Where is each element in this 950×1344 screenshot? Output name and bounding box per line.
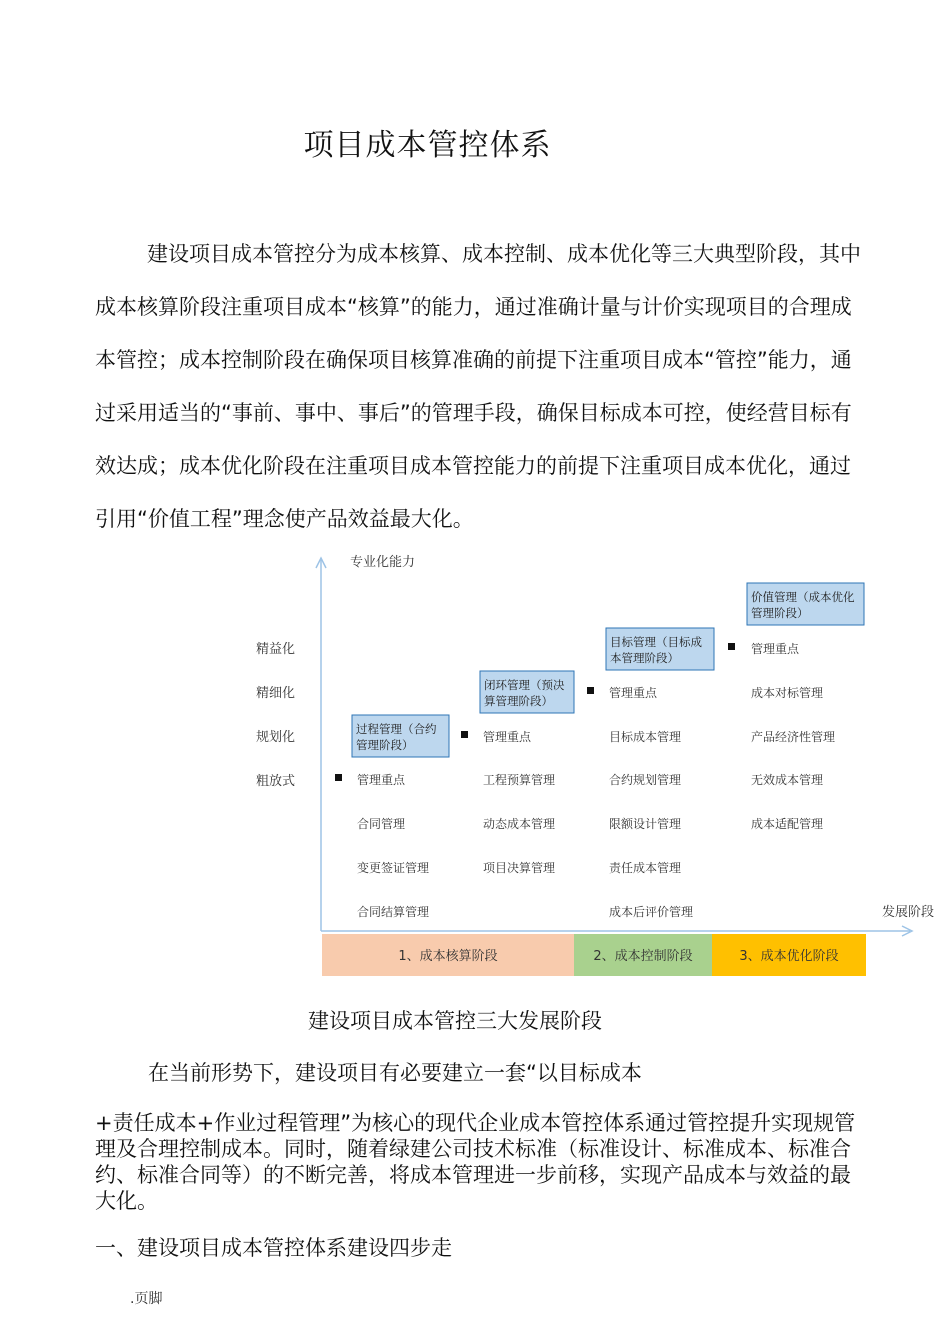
focus-label: 管理重点 [751,642,800,656]
column-item: 成本适配管理 [751,817,824,831]
column-item: 无效成本管理 [751,773,824,787]
stage-box-line: 管理阶段） [751,606,809,620]
stage-band-label: 3、成本优化阶段 [739,949,839,964]
column-item: 目标成本管理 [609,730,682,744]
level-label: 精益化 [256,642,296,657]
column-item: 成本后评价管理 [609,905,694,919]
y-axis-label: 专业化能力 [350,555,416,570]
page-footer: .页脚 [130,1291,163,1307]
column-item: 责任成本管理 [609,861,682,875]
stage-box [480,671,574,713]
section-heading: 一、建设项目成本管控体系建设四步走 [95,1236,452,1260]
stage-box [747,583,864,625]
x-axis-label: 发展阶段 [882,905,935,920]
column-item: 项目决算管理 [483,861,556,875]
stage-box-line: 算管理阶段） [484,694,553,708]
intro-paragraph-text: 建设项目成本管控分为成本核算、成本控制、成本优化等三大典型阶段，其中成本核算阶段注重项目成本“核算”的能力，通过准确计量与计价实现项目的合理成本管控；成本控制阶段在确保项目核算准确的前提下注重项目成本“管控”能力，通过采用适当的“事前、事中、事后”的管理手段，确保目标成本可控，使经营目标有效达成；成本优化阶段在注重项目成本管控能力的前提下注重项目成本优化，通过引用“价值工程”理念使产品效益最大化。 [95,242,861,531]
bullet-marker [587,687,594,694]
stage-box-line: 本管理阶段） [610,651,679,665]
level-label: 粗放式 [256,774,296,789]
level-label: 精细化 [256,686,296,701]
bullet-marker [461,731,468,738]
stage-box-line: 管理阶段） [356,738,414,752]
bullet-marker [335,774,342,781]
stage-box-line: 闭环管理（预决 [484,678,565,692]
focus-label: 管理重点 [357,773,406,787]
column-item: 动态成本管理 [483,817,556,831]
focus-label: 管理重点 [609,686,658,700]
page-title: 项目成本管控体系 [303,128,552,163]
stage-box-line: 过程管理（合约 [356,722,437,736]
figure-caption: 建设项目成本管控三大发展阶段 [308,1009,602,1033]
stage-band-label: 1、成本核算阶段 [398,949,498,964]
column-item: 变更签证管理 [357,861,430,875]
focus-label: 管理重点 [483,730,532,744]
column-item: 合同结算管理 [357,905,430,919]
column-item: 成本对标管理 [751,686,824,700]
stage-box-line: 价值管理（成本优化 [751,590,855,604]
column-item: 合同管理 [357,817,406,831]
cost-stage-diagram [250,548,950,988]
column-item: 限额设计管理 [609,817,682,831]
column-item: 产品经济性管理 [751,730,836,744]
stage-box [606,628,714,670]
stage-box [352,715,449,757]
column-item: 工程预算管理 [483,773,556,787]
stage-band-label: 2、成本控制阶段 [593,949,693,964]
level-label: 规划化 [256,730,296,745]
intro-paragraph [95,228,865,546]
paragraph-2-first-line: 在当前形势下，建设项目有必要建立一套“以目标成本 [148,1061,642,1085]
bullet-marker [728,643,735,650]
paragraph-2-body: +责任成本+作业过程管理”为核心的现代企业成本管控体系通过管控提升实现规管理及合理控制成本。同时，随着绿建公司技术标准（标准设计、标准成本、标准合约、标准合同等）的不断完善，将成本管理进一步前移，实现产品成本与效益的最大化。 [95,1111,856,1213]
column-item: 合约规划管理 [609,773,682,787]
stage-box-line: 目标管理（目标成 [610,635,702,649]
